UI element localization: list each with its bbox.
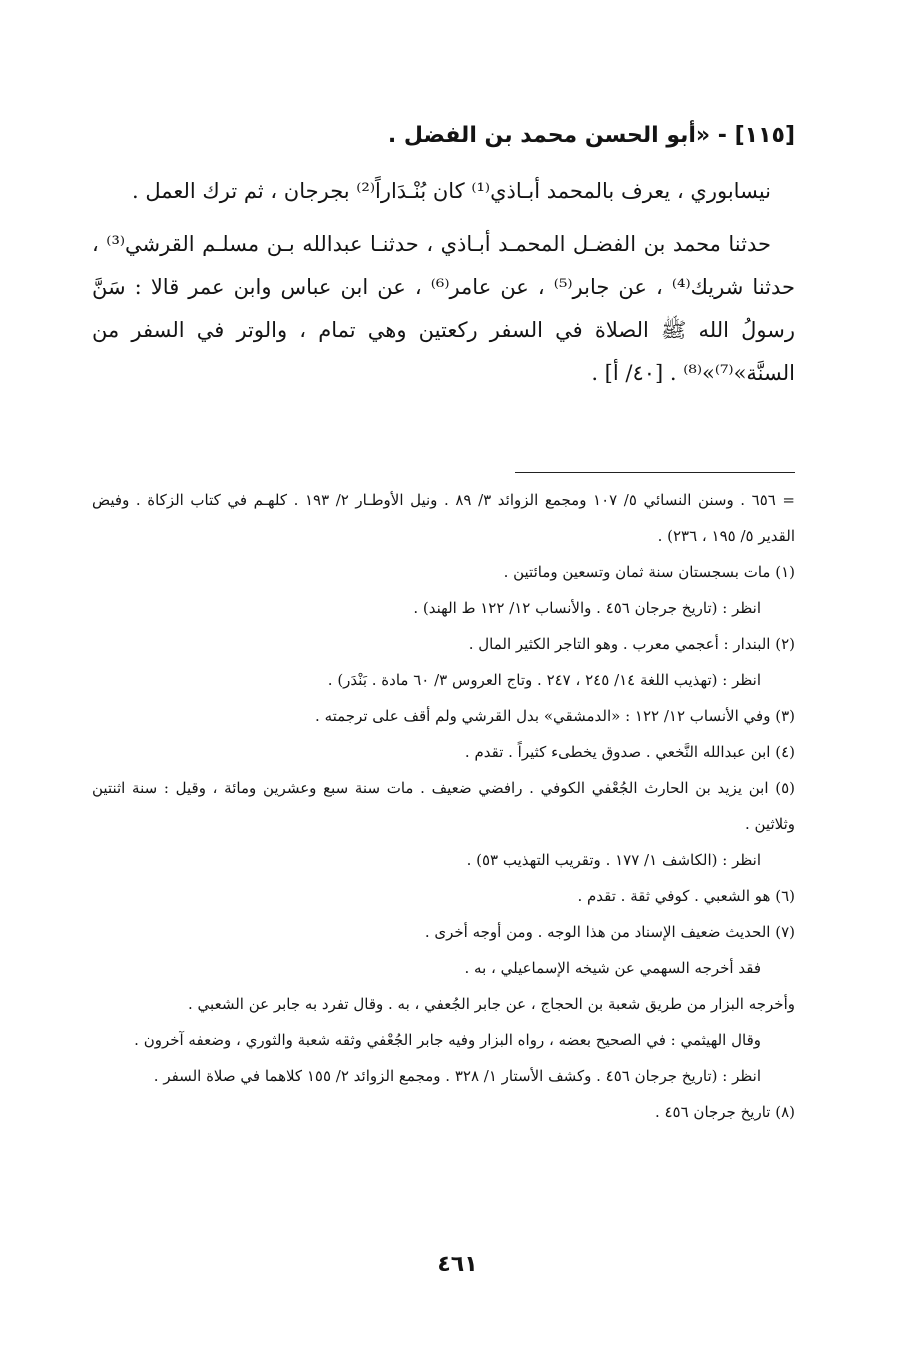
- footnote-4: (٤) ابن عبدالله النَّخعي . صدوق يخطىء كثيراً . تقدم .: [464, 743, 795, 761]
- footnote-divider: [515, 472, 795, 473]
- footnote-7-reference: انظر : (تاريخ جرجان ٤٥٦ . وكشف الأستار ١/ ٣٢٨ . ومجمع الزوائد ٢/ ١٥٥ كلاهما في صلاة السفر .: [153, 1067, 761, 1085]
- footnote-3: (٣) وفي الأنساب ١٢/ ١٢٢ : «الدمشقي» بدل القرشي ولم أقف على ترجمته .: [315, 707, 795, 725]
- entry-paragraph-1: نيسابوري ، يعرف بالمحمد أبـاذي⁽¹⁾ كان بُنْـدَاراً⁽²⁾ بجرجان ، ثم ترك العمل .: [132, 179, 771, 203]
- footnote-7-detail-3: وقال الهيثمي : في الصحيح بعضه ، رواه البزار وفيه جابر الجُعْفي وثقه شعبة والثوري ، وضعفه آخرون .: [134, 1031, 761, 1049]
- footnote-1: (١) مات بسجستان سنة ثمان وتسعين ومائتين .: [503, 563, 795, 581]
- entry-paragraph-2: حدثنا محمد بن الفضـل المحمـد أبـاذي ، حدثنـا عبدالله بـن مسلـم القرشي⁽³⁾ ، حدثنا شريك⁽⁴⁾ ، عن جابر⁽⁵⁾ ، عن عامر⁽⁶⁾ ، عن ابن عباس وابن عمر قالا : سَنَّ رسولُ الله ﷺ الصلاة في السفر ركعتين وهي تمام ، والوتر في السفر من السنَّة»⁽⁷⁾»⁽⁸⁾ . [٤٠/ أ] .: [92, 232, 796, 385]
- footnote-5: (٥) ابن يزيد بن الحارث الجُعْفي الكوفي . رافضي ضعيف . مات سنة سبع وعشرين ومائة ، وقيل : سنة اثنتين وثلاثين .: [92, 779, 796, 833]
- page-number: ٤٦١: [437, 1252, 478, 1277]
- footnote-continuation: = ٦٥٦ . وسنن النسائي ٥/ ١٠٧ ومجمع الزوائد ٣/ ٨٩ . ونيل الأوطـار ٢/ ١٩٣ . كلهـم في كتاب الزكاة . وفيض القدير ٥/ ١٩٥ ، ٢٣٦) .: [92, 491, 795, 545]
- footnote-6: (٦) هو الشعبي . كوفي ثقة . تقدم .: [577, 887, 795, 905]
- footnote-7-detail-2: وأخرجه البزار من طريق شعبة بن الحجاج ، عن جابر الجُعفي ، به . وقال تفرد به جابر عن الشعبي .: [188, 995, 795, 1013]
- entry-title: [١١٥] - «أبو الحسن محمد بن الفضل .: [387, 123, 795, 148]
- footnote-7: (٧) الحديث ضعيف الإسناد من هذا الوجه . ومن أوجه أخرى .: [424, 923, 795, 941]
- footnote-2-reference: انظر : (تهذيب اللغة ١٤/ ٢٤٥ ، ٢٤٧ . وتاج العروس ٣/ ٦٠ مادة . بَنْدَر) .: [327, 671, 761, 689]
- footnote-1-reference: انظر : (تاريخ جرجان ٤٥٦ . والأنساب ١٢/ ١٢٢ ط الهند) .: [413, 599, 761, 617]
- footnote-7-detail-1: فقد أخرجه السهمي عن شيخه الإسماعيلي ، به .: [464, 959, 761, 977]
- footnote-2: (٢) البندار : أعجمي معرب . وهو التاجر الكثير المال .: [468, 635, 795, 653]
- main-text: [92, 118, 795, 405]
- footnotes: [92, 482, 795, 1130]
- footnote-5-reference: انظر : (الكاشف ١/ ١٧٧ . وتقريب التهذيب ٥٣) .: [466, 851, 761, 869]
- footnote-8: (٨) تاريخ جرجان ٤٥٦ .: [654, 1103, 795, 1121]
